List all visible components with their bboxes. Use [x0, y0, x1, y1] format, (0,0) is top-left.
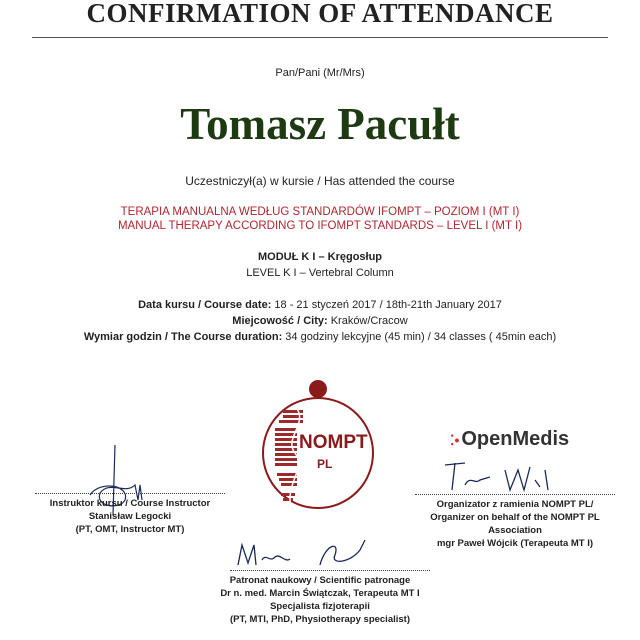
- organizer-signature-line: [415, 494, 615, 495]
- date-value: 18 - 21 styczeń 2017 / 18th-21th January 2017: [271, 299, 502, 311]
- city-value: Kraków/Cracow: [327, 315, 408, 327]
- organizer-info: [405, 498, 625, 550]
- instructor-signature-line: [35, 493, 225, 494]
- patron-signature-line: [230, 570, 430, 571]
- nompt-sub: PL: [317, 457, 333, 471]
- instructor-credentials: (PT, OMT, Instructor MT): [75, 524, 185, 535]
- date-label: Data kursu / Course date:: [138, 299, 272, 311]
- course-duration: [0, 331, 640, 343]
- openmedis-logo: [450, 428, 569, 451]
- attended-text: Uczestniczył(a) w kursie / Has attended the course: [185, 174, 455, 188]
- patron-name: Dr n. med. Marcin Świątczak, Terapeuta MT I: [220, 588, 420, 599]
- nompt-text: NOMPT: [299, 432, 368, 453]
- duration-label: Wymiar godzin / The Course duration:: [83, 331, 283, 343]
- course-date: [0, 299, 640, 311]
- organizer-association: Association: [488, 525, 542, 536]
- organizer-role-pl: Organizator z ramienia NOMPT PL/: [436, 499, 594, 510]
- openmedis-text: OpenMedis: [461, 428, 570, 450]
- course-title-pl: TERAPIA MANUALNA WEDŁUG STANDARDÓW IFOMPT – POZIOM I (MT I): [120, 206, 520, 218]
- patron-role: Patronat naukowy / Scientific patronage: [229, 575, 411, 586]
- module-pl: MODUŁ K I – Kręgosłup: [257, 251, 383, 263]
- patron-credentials: (PT, MTI, PhD, Physiotherapy specialist): [229, 614, 410, 625]
- instructor-name: Stanisław Legocki: [88, 511, 172, 522]
- course-city: [0, 315, 640, 327]
- course-title-en: MANUAL THERAPY ACCORDING TO IFOMPT STANDARDS – LEVEL I (MT I): [117, 220, 523, 232]
- salutation: Pan/Pani (Mr/Mrs): [275, 67, 365, 79]
- openmedis-dots-icon: ⁚•: [450, 432, 460, 448]
- title-rule: [32, 37, 608, 38]
- document-title: CONFIRMATION OF ATTENDANCE: [86, 0, 554, 28]
- patron-specialty: Specjalista fizjoterapii: [270, 601, 370, 612]
- organizer-name: mgr Paweł Wójcik (Terapeuta MT I): [436, 538, 594, 549]
- attendee-name: Tomasz Pacułt: [180, 99, 460, 149]
- duration-value: 34 godziny lekcyjne (45 min) / 34 classes ( 45min each): [282, 331, 557, 343]
- patron-info: [220, 574, 420, 626]
- patron-signature: [230, 535, 380, 570]
- organizer-role-en: Organizer on behalf of the NOMPT PL: [430, 512, 600, 523]
- organizer-signature: [440, 455, 560, 495]
- module-en: LEVEL K I – Vertebral Column: [246, 267, 394, 279]
- city-label: Miejcowość / City:: [232, 315, 328, 327]
- nompt-logo: [255, 378, 385, 518]
- instructor-info: [30, 497, 230, 536]
- instructor-role: Instruktor kursu / Course Instructor: [49, 498, 211, 509]
